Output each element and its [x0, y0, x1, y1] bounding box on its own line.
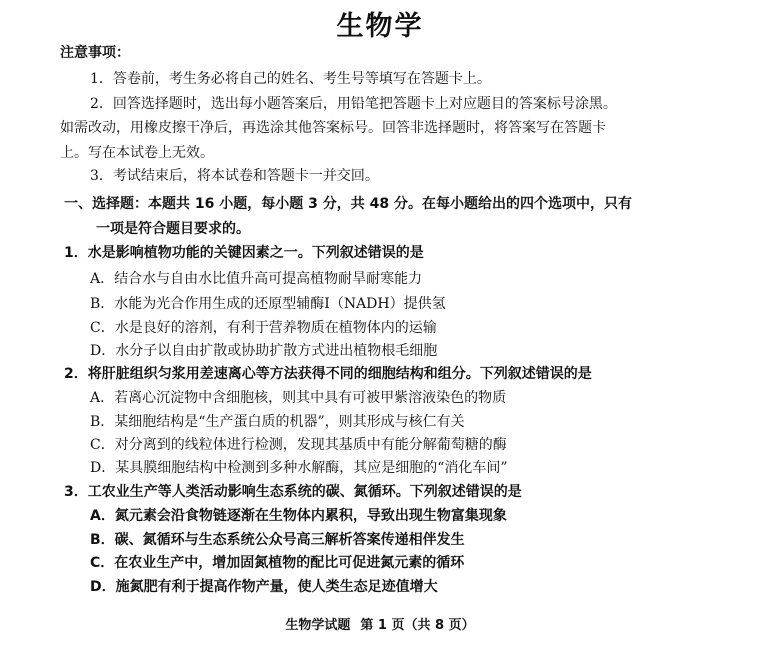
question-stem: 3．工农业生产等人类活动影响生态系统的碳、氮循环。下列叙述错误的是	[64, 484, 522, 500]
question-option: A．结合水与自由水比值升高可提高植物耐旱耐寒能力	[90, 271, 423, 287]
question-option: C．对分离到的线粒体进行检测，发现其基质中有能分解葡萄糖的酶	[90, 437, 507, 453]
footer-subject: 生物学试题	[285, 618, 351, 633]
notice-item: 如需改动，用橡皮擦干净后，再选涂其他答案标号。回答非选择题时，将答案写在答题卡	[60, 120, 606, 136]
page-title: 生物学	[336, 11, 424, 42]
section-heading: 一、选择题：本题共 16 小题，每小题 3 分，共 48 分。在每小题给出的四个选项中，只有	[64, 196, 632, 212]
question-option: B．某细胞结构是“生产蛋白质的机器”，则其形成与核仁有关	[90, 414, 465, 430]
question-option: C．在农业生产中，增加固氮植物的配比可促进氮元素的循环	[90, 555, 465, 571]
question-option: A．若离心沉淀物中含细胞核，则其中具有可被甲紫溶液染色的物质	[90, 390, 507, 406]
question-option: B．水能为光合作用生成的还原型辅酶Ⅰ（NADH）提供氢	[90, 296, 446, 312]
page-footer	[0, 614, 760, 633]
question-stem: 1．水是影响植物功能的关键因素之一。下列叙述错误的是	[64, 245, 424, 261]
question-option: C．水是良好的溶剂，有利于营养物质在植物体内的运输	[90, 320, 437, 336]
question-option: D．水分子以自由扩散或协助扩散方式进出植物根毛细胞	[90, 343, 438, 359]
notice-item: 1．答卷前，考生务必将自己的姓名、考生号等填写在答题卡上。	[90, 71, 491, 87]
question-option: D．某具膜细胞结构中检测到多种水解酶，其应是细胞的“消化车间”	[90, 460, 508, 476]
footer-page-number: 第 1 页（共 8 页）	[360, 618, 475, 633]
notice-item: 2．回答选择题时，选出每小题答案后，用铅笔把答题卡上对应题目的答案标号涂黑。	[90, 96, 617, 112]
notice-item: 上。写在本试卷上无效。	[60, 145, 214, 161]
section-heading-cont: 一项是符合题目要求的。	[96, 221, 250, 237]
notice-heading: 注意事项：	[60, 45, 130, 61]
notice-item: 3．考试结束后，将本试卷和答题卡一并交回。	[90, 168, 379, 184]
question-stem: 2．将肝脏组织匀浆用差速离心等方法获得不同的细胞结构和组分。下列叙述错误的是	[64, 366, 592, 382]
question-option: A．氮元素会沿食物链逐渐在生物体内累积，导致出现生物富集现象	[90, 508, 507, 524]
question-option: B．碳、氮循环与生态系统公众号高三解析答案传递相伴发生	[90, 532, 465, 548]
question-option: D．施氮肥有利于提高作物产量，使人类生态足迹值增大	[90, 579, 438, 595]
